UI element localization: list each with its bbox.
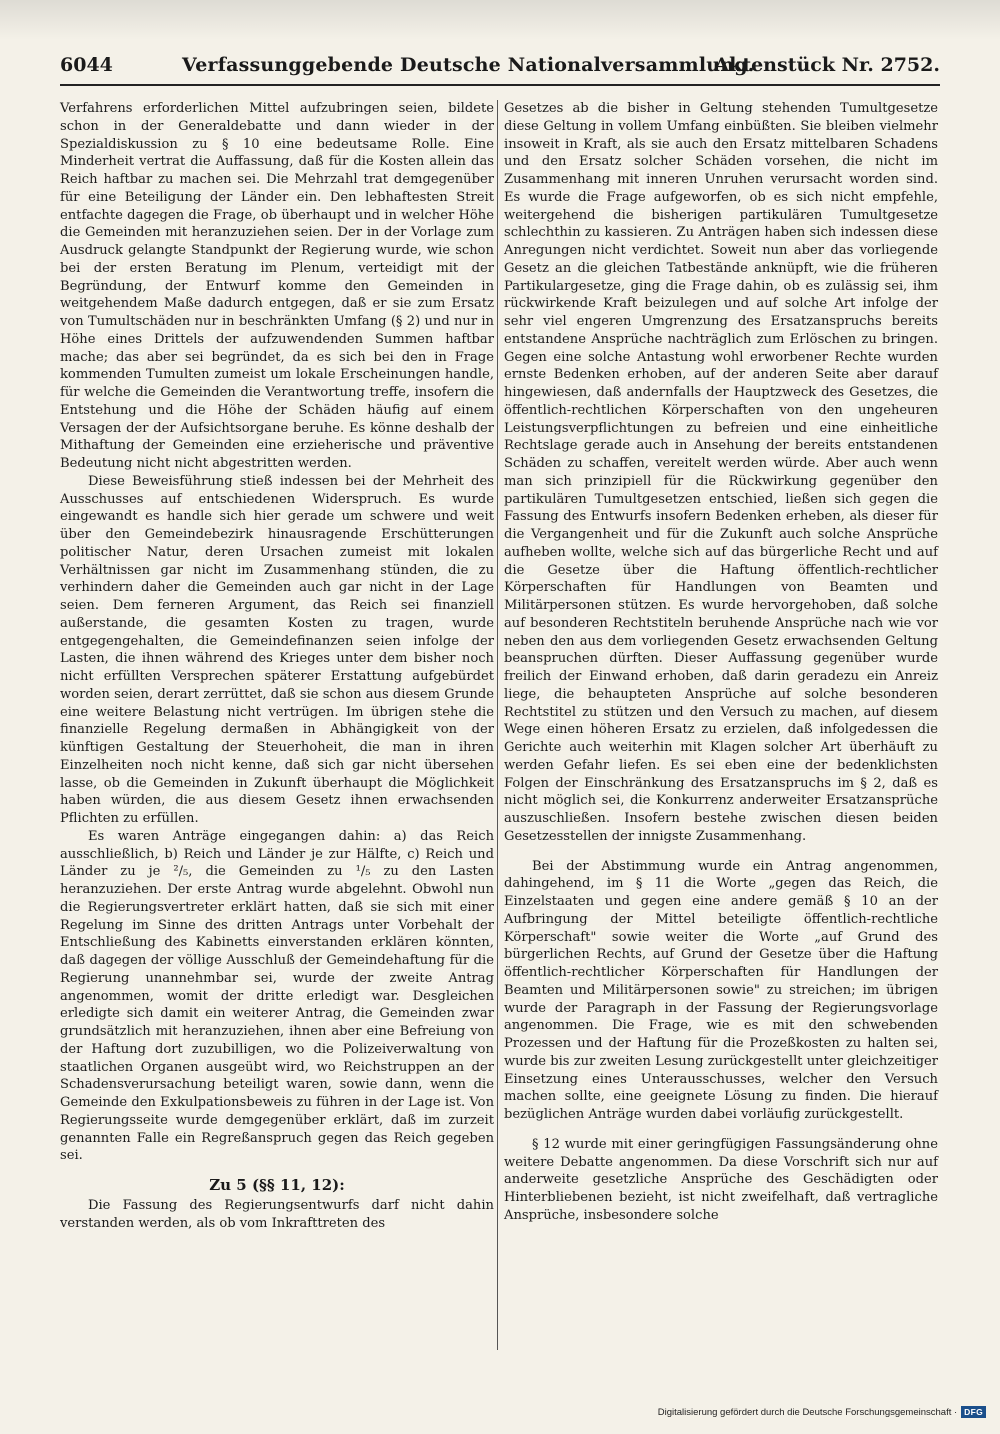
section-heading: Zu 5 (§§ 11, 12):	[209, 1176, 345, 1194]
page-header	[60, 48, 940, 86]
paragraph: Bei der Abstimmung wurde ein Antrag angenommen, dahingehend, im § 11 die Worte „gegen das Reich, die Einzelstaaten und gegen eine andere gemäß § 10 an der Aufbringung der Mittel beteiligte öffentlich-rechtliche Körperschaft" sowie weiter die Worte „auf Grund des bürgerlichen Rechts, auf Grund der Gesetze über die Haftung öffentlich-rechtlicher Körperschaften für Handlungen der Beamten und Militärpersonen sowie" zu streichen; im übrigen wurde der Paragraph in der Fassung der Regierungsvorlage angenommen. Die Frage, wie es mit den schwebenden Prozessen und der Haftung für die Prozeßkosten zu halten sei, wurde bis zur zweiten Lesung zurückgestellt unter gleichzeitiger Einsetzung eines Unterausschusses, welcher den Versuch machen sollte, eine geeignete Lösung zu finden. Die hierauf bezüglichen Anträge wurden dabei vorläufig zurückgestellt.	[504, 858, 938, 1122]
document-reference: Aktenstück Nr. 2752.	[714, 54, 940, 76]
column-divider	[497, 100, 498, 1350]
paragraph: Die Fassung des Regierungsentwurfs darf nicht dahin verstanden werden, als ob vom Inkrafttreten des	[60, 1197, 494, 1231]
paragraph: Verfahrens erforderlichen Mittel aufzubringen seien, bildete schon in der Generaldebatte und dann wieder in der Spezialdiskussion zu § 10 eine bedeutsame Rolle. Eine Minderheit vertrat die Auffassung, daß für die Kosten allein das Reich haftbar zu machen sei. Die Mehrzahl trat demgegenüber für eine Beteiligung der Länder ein. Den lebhaftesten Streit entfachte dagegen die Frage, ob überhaupt und in welcher Höhe die Gemeinden mit heranzuziehen seien. Der in der Vorlage zum Ausdruck gelangte Standpunkt der Regierung wurde, wie schon bei der ersten Beratung im Plenum, verteidigt mit der Begründung, der Entwurf komme den Gemeinden in weitgehendem Maße dadurch entgegen, daß er sie zum Ersatz von Tumultschäden nur in beschränkten Umfang (§ 2) und nur in Höhe eines Drittels der aufzuwendenden Summen haftbar mache; das aber sei begründet, da es sich bei den in Frage kommenden Tumulten zumeist um lokale Erscheinungen handle, für welche die Gemeinden die Verantwortung treffe, insofern die Entstehung und die Höhe der Schäden häufig auf einem Versagen der der Aufsichtsorgane beruhe. Es könne deshalb der Mithaftung der Gemeinden eine erzieherische und präventive Bedeutung nicht nicht abgestritten werden.	[60, 101, 494, 471]
dfg-logo: DFG	[961, 1406, 986, 1418]
right-column	[504, 100, 938, 1350]
paragraph: Es waren Anträge eingegangen dahin: a) das Reich ausschließlich, b) Reich und Länder je zur Hälfte, c) Reich und Länder zu je ²/₅, die Gemeinden zu ¹/₅ zu den Lasten heranzuziehen. Der erste Antrag wurde abgelehnt. Obwohl nun die Regierungsvertreter erklärt hatten, daß sie sich mit einer Regelung im Sinne des dritten Antrags unter Vorbehalt der Entschließung des Kabinetts einverstanden erklären könnten, daß dagegen der völlige Ausschluß der Gemeindehaftung für die Regierung unannehmbar sei, wurde der zweite Antrag angenommen, womit der dritte erledigt war. Desgleichen erledigte sich damit ein weiterer Antrag, die Gemeinden zwar grundsätzlich mit heranzuziehen, ihnen aber eine Befreiung von der Haftung dort zuzubilligen, wo die Polizeiverwaltung von staatlichen Organen ausgeübt wird, wo Reichstruppen an der Schadensverursachung beteiligt waren, sowie dann, wenn die Gemeinde den Exkulpationsbeweis zu führen in der Lage ist. Von Regierungsseite wurde demgegenüber erklärt, daß im zurzeit genannten Falle ein Regreßanspruch gegen das Reich gegeben sei.	[60, 828, 494, 1164]
paragraph: Diese Beweisführung stieß indessen bei der Mehrheit des Ausschusses auf entschiedenen Widerspruch. Es wurde eingewandt es handle sich hier gerade um schwere und weit über den Gemeindebezirk hinausragende Erschütterungen politischer Natur, deren Ursachen zumeist mit lokalen Verhältnissen gar nicht im Zusammenhang stünden, die zu verhindern daher die Gemeinden auch gar nicht in der Lage seien. Dem ferneren Argument, das Reich sei finanziell außerstande, die gesamten Kosten zu tragen, wurde entgegengehalten, die Gemeindefinanzen seien infolge der Lasten, die ihnen während des Krieges unter dem bisher noch nicht erfüllten Versprechen späterer Erstattung aufgebürdet worden seien, derart zerrüttet, daß sie schon aus diesem Grunde eine weitere Belastung nicht vertrügen. Im übrigen stehe die finanzielle Regelung dermaßen in Abhängigkeit von der künftigen Gestaltung der Steuerhoheit, die man in ihren Einzelheiten noch nicht kenne, daß sich gar nicht übersehen lasse, ob die Gemeinden in Zukunft überhaupt die Möglichkeit haben würden, die aus diesem Gesetz ihnen erwachsenden Pflichten zu erfüllen.	[60, 473, 494, 826]
running-title: Verfassunggebende Deutsche Nationalversammlung.	[182, 54, 755, 76]
paragraph: Gesetzes ab die bisher in Geltung stehenden Tumultgesetze diese Geltung in vollem Umfang einbüßten. Sie bleiben vielmehr insoweit in Kraft, als sie auch den Ersatz mittelbaren Schadens und den Ersatz solcher Schäden vorsehen, die nicht im Zusammenhang mit inneren Unruhen verursacht worden sind. Es wurde die Frage aufgeworfen, ob es sich nicht empfehle, weitergehend die bisherigen partikulären Tumultgesetze schlechthin zu kassieren. Zu Anträgen haben sich indessen diese Anregungen nicht verdichtet. Soweit nun aber das vorliegende Gesetz an die gleichen Tatbestände anknüpft, wie die früheren Partikulargesetze, ging die Frage dahin, ob es zulässig sei, ihm rückwirkende Kraft beizulegen und auf solche Art infolge der sehr viel engeren Umgrenzung des Ersatzanspruchs bereits entstandene Ansprüche nachträglich zum Erlöschen zu bringen. Gegen eine solche Antastung wohl erworbener Rechte wurden ernste Bedenken erhoben, auf der anderen Seite aber darauf hingewiesen, daß andernfalls der Hauptzweck des Gesetzes, die öffentlich-rechtlichen Körperschaften von den ungeheuren Leistungsverpflichtungen zu befreien und eine einheitliche Rechtslage gerade auch in Ansehung der bereits entstandenen Schäden zu schaffen, vereitelt werden würde. Aber auch wenn man sich prinzipiell für die Rückwirkung gegenüber den partikulären Tumultgesetzen entschied, ließen sich gegen die Fassung des Entwurfs insofern Bedenken erheben, als dieser für die Vergangenheit und für die Zukunft auch solche Ansprüche aufheben wollte, welche sich auf das bürgerliche Recht und auf die Gesetze über die Haftung öffentlich-rechtlicher Körperschaften für Handlungen von Beamten und Militärpersonen stützen. Es wurde hervorgehoben, daß solche auf besonderen Rechtstiteln beruhende Ansprüche nach wie vor neben den aus dem vorliegenden Gesetz erwachsenden Geltung beanspruchen dürften. Dieser Auffassung gegenüber wurde freilich der Einwand erhoben, daß darin geradezu ein Anreiz liege, die behaupteten Ansprüche auf solche besonderen Rechtstitel zu stützen und den Versuch zu machen, auf diesem Wege einen höheren Ersatz zu erzielen, daß infolgedessen die Gerichte auch weiterhin mit Klagen solcher Art überhäuft zu werden Gefahr liefen. Es sei eben eine der bedenklichsten Folgen der Einschränkung des Ersatzanspruchs im § 2, daß es nicht möglich sei, die Konkurrenz anderweiter Ersatzansprüche auszuschließen. Insofern bestehe zwischen diesen beiden Gesetzesstellen der innigste Zusammenhang.	[504, 101, 938, 844]
left-column	[60, 100, 494, 1350]
footer-credit: Digitalisierung gefördert durch die Deutsche Forschungsgemeinschaft ·	[657, 1406, 958, 1418]
page-number: 6044	[60, 54, 113, 76]
digitization-footer	[658, 1404, 986, 1420]
scan-artifact-strip	[0, 0, 1000, 40]
paragraph: § 12 wurde mit einer geringfügigen Fassungsänderung ohne weitere Debatte angenommen. Da diese Vorschrift sich nur auf anderweite gesetzliche Ansprüche des Geschädigten oder Hinterbliebenen bezieht, ist nicht zweifelhaft, daß vertragliche Ansprüche, insbesondere solche	[504, 1136, 938, 1223]
